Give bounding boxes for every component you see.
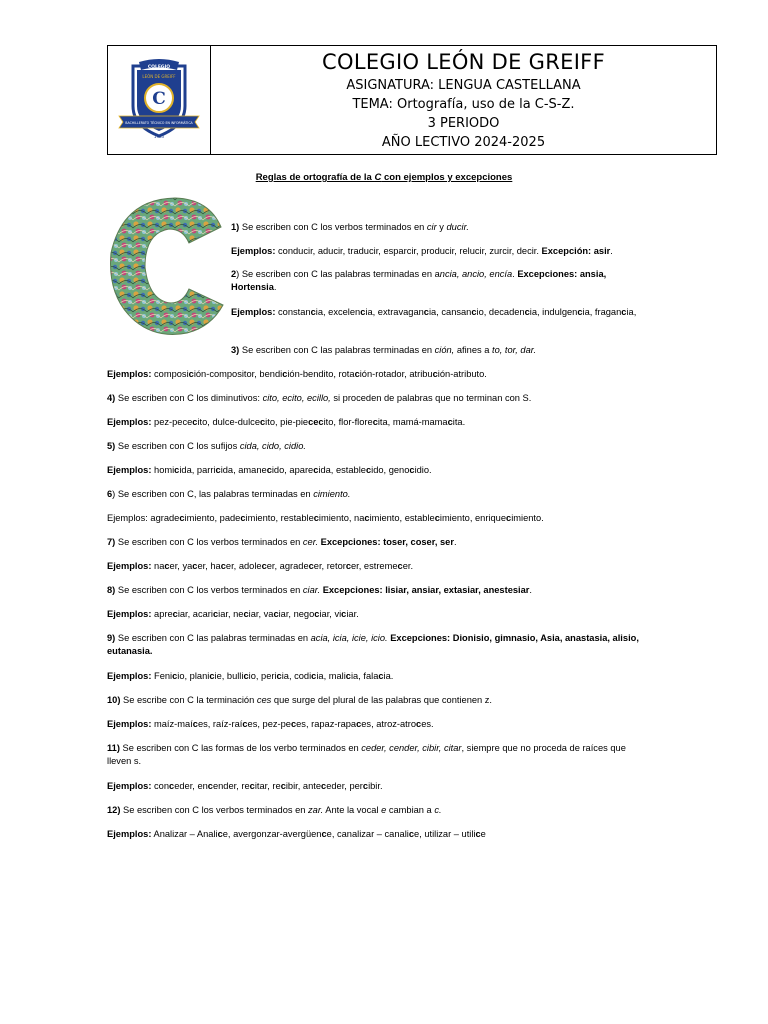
rule-paragraph xyxy=(107,584,652,597)
text-run: c xyxy=(475,829,481,839)
text-run: , siempre que no proceda de raíces que lleven s. xyxy=(107,743,626,766)
text-run: er, adole xyxy=(225,561,262,571)
text-run: c xyxy=(321,829,327,839)
text-run: ia, fragan xyxy=(582,307,622,317)
text-run: ión-bendito, rota xyxy=(287,369,355,379)
text-run: c xyxy=(313,465,319,475)
text-run: es, pez-pe xyxy=(247,719,291,729)
rule-paragraph xyxy=(107,440,652,453)
text-run: Analizar – Anali xyxy=(151,829,218,839)
text-run: er, agrade xyxy=(266,561,309,571)
text-run: eder, en xyxy=(174,781,208,791)
text-run: c xyxy=(172,609,178,619)
text-run: c xyxy=(362,781,369,791)
text-run: ión-rotador, atribu xyxy=(359,369,433,379)
text-run: Excepciones: ansia, Hortensia xyxy=(231,269,607,292)
text-run: c xyxy=(311,671,317,681)
text-run: c xyxy=(188,369,194,379)
text-run: imiento, estable xyxy=(369,513,435,523)
text-run: c xyxy=(378,671,384,681)
text-run: iar, vi xyxy=(319,609,342,619)
topic-line: TEMA: Ortografía, uso de la C-S-Z. xyxy=(352,97,575,112)
text-run: Se escribe con C la terminación xyxy=(120,695,257,705)
text-run: Se escriben con C las palabras terminadas en xyxy=(115,633,311,643)
text-run: 10) xyxy=(107,695,121,705)
text-run: c xyxy=(242,719,248,729)
text-run: Ejemplos: xyxy=(107,369,152,379)
period-line: 3 PERIODO xyxy=(427,116,500,131)
text-run: io, plani xyxy=(177,671,210,681)
crest-arc-text: LEÓN DE GREIFF xyxy=(142,74,176,79)
text-run: afines a xyxy=(454,345,492,355)
text-run: ncia, ancio, encía xyxy=(439,269,513,279)
text-run: 1) xyxy=(231,222,240,232)
text-run: Ejemplos: xyxy=(107,465,152,475)
text-run: c xyxy=(192,417,198,427)
text-run: c xyxy=(280,781,286,791)
text-run: ido, apare xyxy=(271,465,314,475)
text-run: c xyxy=(212,609,219,619)
text-run: iar, nego xyxy=(278,609,315,619)
text-run: ceder, cender, cibir, citar xyxy=(361,743,462,753)
document-title xyxy=(0,172,768,183)
text-run: 6 xyxy=(107,489,113,499)
text-run: constan xyxy=(275,307,311,317)
text-run: c xyxy=(423,307,429,317)
text-run: c xyxy=(621,307,627,317)
text-run: c. xyxy=(434,805,442,815)
text-run: 3) xyxy=(231,345,240,355)
text-run: que surge del plural de las palabras que contienen z. xyxy=(271,695,493,705)
rule-paragraph xyxy=(107,536,652,549)
text-run: ito, dulce-dulce xyxy=(197,417,260,427)
text-run: c xyxy=(308,561,314,571)
text-run: 4) xyxy=(107,393,116,403)
text-run: imiento, na xyxy=(318,513,365,523)
text-run: io, decaden xyxy=(476,307,525,317)
text-run: ces xyxy=(256,695,272,705)
text-run: Se escriben con C los verbos terminados en xyxy=(115,537,303,547)
text-run: c xyxy=(416,719,422,729)
text-run: cer. xyxy=(302,537,319,547)
text-run: . xyxy=(512,269,518,279)
text-run: . xyxy=(529,585,533,595)
text-run: Ejemplos: xyxy=(107,829,152,839)
text-run: c xyxy=(447,417,453,427)
text-run: itar, re xyxy=(254,781,281,791)
text-run: ibir, ante xyxy=(285,781,322,791)
text-run: c xyxy=(273,609,279,619)
text-run: c xyxy=(174,465,180,475)
text-run: c xyxy=(360,307,366,317)
examples-paragraph xyxy=(107,718,652,731)
text-run: ia, cansan xyxy=(428,307,472,317)
text-run: 7) xyxy=(107,537,116,547)
text-run: ) Se escriben con C, las palabras terminadas en xyxy=(112,489,314,499)
rule-paragraph xyxy=(107,392,652,405)
document-title-pre: Reglas de ortografía de la xyxy=(255,172,375,183)
text-run: ida, amane xyxy=(220,465,267,475)
school-crest-icon xyxy=(113,56,205,144)
text-run: c xyxy=(354,369,360,379)
text-run: c xyxy=(209,671,215,681)
text-run: ia, excelen xyxy=(315,307,361,317)
text-run: c xyxy=(364,513,370,523)
text-run: Se escriben con C las palabras terminadas en xyxy=(239,345,435,355)
text-run: apre xyxy=(151,609,173,619)
text-run: ia, codi xyxy=(281,671,312,681)
text-run: Se escriben con C los verbos terminados en xyxy=(120,805,309,815)
text-run: ie, bulli xyxy=(214,671,244,681)
text-run: c xyxy=(408,829,414,839)
year-line: AÑO LECTIVO 2024-2025 xyxy=(381,135,546,150)
text-run: ciar. xyxy=(302,585,321,595)
text-run: c xyxy=(434,513,440,523)
text-run: . xyxy=(453,537,457,547)
text-run: er, retor xyxy=(313,561,346,571)
text-run: ión-atributo. xyxy=(437,369,487,379)
text-run: ito, flor-flore xyxy=(323,417,373,427)
school-name: COLEGIO LEÓN DE GREIFF xyxy=(322,50,605,74)
text-run: iar, ne xyxy=(218,609,244,619)
text-run: conducir, aducir, traducir, esparcir, producir, relucir, zurcir, decir. xyxy=(275,246,542,256)
text-run: iar. xyxy=(346,609,359,619)
text-run: ia, extravagan xyxy=(365,307,424,317)
text-run: c xyxy=(172,671,178,681)
text-run: si proceden de palabras que no terminan con S. xyxy=(330,393,532,403)
text-run: ida, estable xyxy=(318,465,366,475)
text-run: ción, xyxy=(434,345,455,355)
crest-top-text: COLEGIO xyxy=(147,65,171,70)
text-run: imiento, pade xyxy=(184,513,241,523)
text-run: na xyxy=(151,561,165,571)
text-run: es, raíz-raí xyxy=(197,719,243,729)
text-run: ia. xyxy=(383,671,394,681)
text-run: imiento, enrique xyxy=(439,513,507,523)
text-run: Ejemplos: xyxy=(231,307,276,317)
text-run: c xyxy=(313,513,319,523)
text-run: c xyxy=(314,609,320,619)
text-run: c xyxy=(409,465,415,475)
examples-paragraph xyxy=(231,306,651,319)
text-run: pez-pece xyxy=(151,417,193,427)
text-run: e xyxy=(480,829,486,839)
text-run: c xyxy=(249,781,255,791)
text-run: ida, parri xyxy=(179,465,216,475)
text-run: imiento, restable xyxy=(245,513,314,523)
text-run: c xyxy=(261,561,267,571)
text-run: ita. xyxy=(452,417,466,427)
text-run: er, ya xyxy=(169,561,193,571)
text-run: Excepciones: Dionisio, gimnasio, Asia, anastasia, alisio, eutanasia. xyxy=(107,633,639,656)
text-run: c xyxy=(365,465,372,475)
document-title-letter: C xyxy=(374,172,382,183)
crest-bottom-text: 1983 xyxy=(153,134,165,139)
text-run: cito, ecito, ecillo, xyxy=(262,393,331,403)
text-run: ita, mamá-mama xyxy=(377,417,448,427)
text-run: acia, icia, icie, icio. xyxy=(310,633,388,643)
text-run: Ejemplos: xyxy=(107,781,152,791)
text-run: e, avergonzar-avergüen xyxy=(222,829,322,839)
text-run: er, ha xyxy=(197,561,221,571)
text-run: c xyxy=(345,561,352,571)
text-run: cambian a xyxy=(386,805,435,815)
text-run: er. xyxy=(402,561,414,571)
text-run: Ejemplos: xyxy=(107,561,152,571)
text-run: cimiento. xyxy=(313,489,351,499)
text-run: Ejemplos: xyxy=(107,609,152,619)
examples-paragraph xyxy=(107,416,652,429)
text-run: Ejemplos: xyxy=(107,671,152,681)
text-run: 8) xyxy=(107,585,116,595)
examples-paragraph xyxy=(231,245,651,258)
text-run: 9) xyxy=(107,633,116,643)
text-run: Ejemplos: xyxy=(231,246,276,256)
rule-paragraph xyxy=(231,268,651,294)
text-run: c xyxy=(310,307,316,317)
text-run: ducir. xyxy=(446,222,469,232)
text-run: c xyxy=(577,307,583,317)
text-run: c xyxy=(164,561,170,571)
text-run: c xyxy=(356,719,362,729)
text-run: ia, mali xyxy=(316,671,346,681)
text-run: c xyxy=(207,781,213,791)
text-run: ia, xyxy=(626,307,637,317)
rule-paragraph xyxy=(231,221,651,234)
text-run: ia, fala xyxy=(350,671,379,681)
examples-paragraph xyxy=(107,464,652,477)
text-run: Se escriben con C los diminutivos: xyxy=(115,393,263,403)
text-run: Excepciones: lisiar, ansiar, extasiar, anestesiar xyxy=(322,585,530,595)
rule-paragraph xyxy=(107,488,652,501)
text-run: to, tor, dar. xyxy=(492,345,537,355)
header-table xyxy=(107,45,717,155)
text-run: es, atroz-atro xyxy=(361,719,417,729)
text-run: c xyxy=(243,671,249,681)
rule-paragraph xyxy=(107,742,652,768)
text-run: c xyxy=(243,609,249,619)
text-run: ibir. xyxy=(368,781,383,791)
text-run: c xyxy=(397,561,403,571)
text-run: idio. xyxy=(414,465,432,475)
text-run: . xyxy=(273,282,277,292)
text-run: e, utilizar – utili xyxy=(414,829,476,839)
text-run: c xyxy=(220,561,226,571)
text-run: ) Se escriben con C las palabras terminadas en a xyxy=(236,269,440,279)
text-run: Feni xyxy=(151,671,173,681)
examples-paragraph xyxy=(107,608,652,621)
text-run: ión-compositor, bendi xyxy=(193,369,283,379)
document-title-post: con ejemplos y excepciones xyxy=(381,172,513,183)
text-run: c xyxy=(345,671,351,681)
text-run: Se escriben con C los sufijos xyxy=(115,441,240,451)
text-run: Se escriben con C los verbos terminados en xyxy=(239,222,427,232)
mosaic-letter-c-icon xyxy=(105,193,225,341)
text-run: c xyxy=(321,781,327,791)
text-run: ender, re xyxy=(212,781,250,791)
text-run: con xyxy=(151,781,170,791)
text-run: c xyxy=(169,781,175,791)
text-run: c xyxy=(240,513,246,523)
text-run: c xyxy=(372,417,378,427)
text-run: c xyxy=(217,829,223,839)
rule-paragraph xyxy=(107,632,652,658)
text-run: 2 xyxy=(231,269,237,279)
examples-paragraph xyxy=(107,828,652,841)
svg-text:C: C xyxy=(152,89,166,109)
text-run: es, rapaz-rapa xyxy=(296,719,357,729)
text-run: e, canalizar – canali xyxy=(326,829,409,839)
text-run: imiento. xyxy=(511,513,544,523)
text-run: er, estreme xyxy=(351,561,398,571)
text-run: Excepciones: toser, coser, ser xyxy=(320,537,454,547)
examples-paragraph xyxy=(107,780,652,793)
text-run: Se escriben con C los verbos terminados en xyxy=(115,585,303,595)
text-run: Ejemplos: xyxy=(107,417,152,427)
text-run: cida, cido, cidio. xyxy=(239,441,306,451)
text-run: eder, per xyxy=(326,781,363,791)
text-run: iar, acari xyxy=(177,609,213,619)
text-run: cec xyxy=(308,417,324,427)
text-run: c xyxy=(341,609,347,619)
text-run: Se escriben con C las formas de los verbo terminados en xyxy=(119,743,362,753)
text-run: 12) xyxy=(107,805,121,815)
examples-paragraph xyxy=(107,670,652,683)
text-run: ido, geno xyxy=(371,465,410,475)
text-run: c xyxy=(471,307,477,317)
text-run: Ante la vocal xyxy=(323,805,382,815)
text-run: y xyxy=(436,222,447,232)
rule-paragraph xyxy=(231,344,651,357)
text-run: homi xyxy=(151,465,175,475)
examples-paragraph xyxy=(107,512,652,525)
text-run: c xyxy=(282,369,288,379)
text-run: maíz-maí xyxy=(151,719,193,729)
text-run: Excepción: asir xyxy=(541,246,611,256)
header-title-cell xyxy=(211,46,716,154)
text-run: ito, pie-pie xyxy=(265,417,309,427)
text-run: c xyxy=(179,513,185,523)
text-run: c xyxy=(215,465,221,475)
text-run: c xyxy=(192,561,198,571)
text-run: . xyxy=(610,246,613,256)
text-run: c xyxy=(432,369,438,379)
text-run: composi xyxy=(151,369,189,379)
rule-paragraph xyxy=(107,694,652,707)
text-run: 11) xyxy=(107,743,120,753)
text-run: c xyxy=(266,465,272,475)
text-run: es. xyxy=(421,719,434,729)
text-run: Ejemplos: agrade xyxy=(107,513,180,523)
text-run: c xyxy=(260,417,266,427)
subject-line: ASIGNATURA: LENGUA CASTELLANA xyxy=(346,78,581,93)
examples-paragraph xyxy=(107,368,652,381)
text-run: c xyxy=(290,719,297,729)
text-run: c xyxy=(506,513,512,523)
text-run: c xyxy=(276,671,282,681)
text-run: io, peri xyxy=(248,671,277,681)
text-run: e xyxy=(381,805,387,815)
text-run: iar, va xyxy=(248,609,274,619)
logo-cell xyxy=(108,46,211,154)
examples-paragraph xyxy=(107,560,652,573)
text-run: zar. xyxy=(308,805,324,815)
text-run: c xyxy=(524,307,530,317)
text-run: Ejemplos: xyxy=(107,719,152,729)
text-run: cir xyxy=(426,222,437,232)
text-run: c xyxy=(192,719,198,729)
rule-paragraph xyxy=(107,804,652,817)
crest-ribbon-text: BACHILLERATO TÉCNICO EN INFORMÁTICA xyxy=(125,121,193,125)
text-run: ia, indulgen xyxy=(529,307,578,317)
text-run: 5) xyxy=(107,441,116,451)
